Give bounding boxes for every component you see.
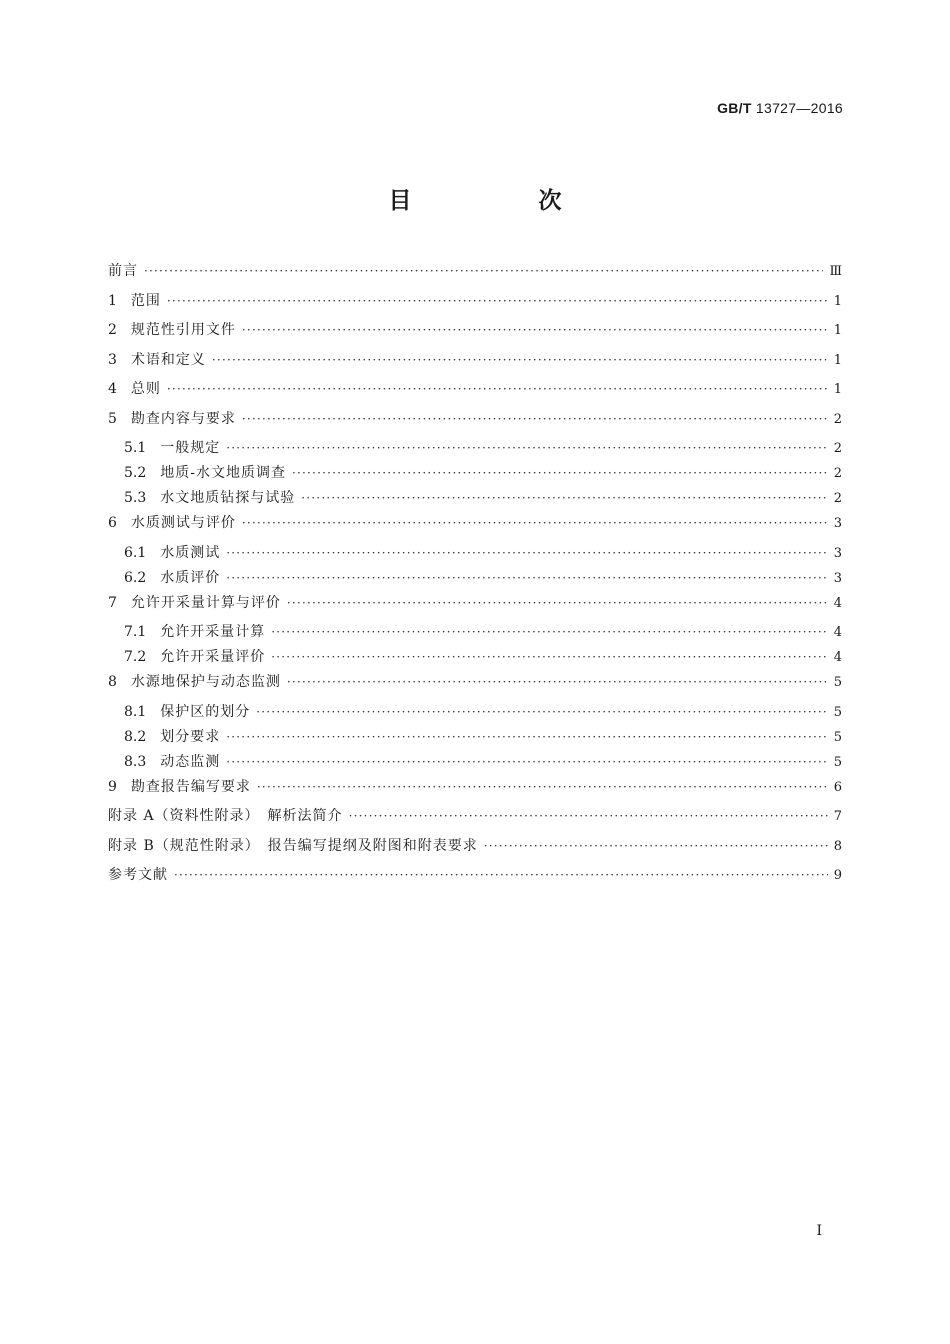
toc-leader-dots [292,463,828,483]
toc-entry-page: 1 [833,352,842,368]
toc-entry-page: Ⅲ [829,264,842,279]
toc-leader-dots [287,672,828,692]
toc-entry-title: 允许开采量计算 [160,624,266,640]
table-of-contents [108,261,842,895]
toc-entry-number: 4 [108,381,117,397]
toc-entry-number: 8.2 [124,728,147,745]
toc-entry-number: 7 [108,594,117,611]
toc-leader-dots [226,752,827,772]
toc-entry[interactable] [108,727,842,752]
toc-leader-dots [174,865,828,885]
toc-entry-title: 规范性引用文件 [130,322,236,338]
toc-entry-label [124,488,295,508]
toc-entry-label [124,702,250,722]
toc-entry-label [124,543,220,563]
toc-entry-number: 2 [108,322,117,338]
toc-entry-title: 动态监测 [160,753,221,770]
toc-entry-title: 地质-水文地质调查 [160,465,286,481]
toc-entry-number: 8 [108,674,117,690]
toc-entry[interactable] [108,438,842,463]
toc-entry[interactable] [108,865,842,895]
toc-entry[interactable] [108,350,842,380]
toc-entry-label [108,409,236,429]
toc-leader-dots [301,488,827,508]
toc-entry-number: 6.2 [124,569,147,586]
toc-leader-dots [226,568,827,588]
toc-entry-number: 5 [108,410,117,427]
toc-entry-label [108,672,281,692]
toc-entry-label [124,568,220,588]
toc-entry-title: 参考文献 [108,867,168,883]
toc-leader-dots [212,350,828,370]
toc-leader-dots [256,702,827,722]
toc-entry-label [108,320,236,340]
toc-entry[interactable] [108,752,842,777]
toc-leader-dots [242,409,828,429]
toc-entry-title: 水质测试 [160,544,221,561]
toc-entry-label [124,438,220,458]
toc-entry-number: 5.1 [124,440,147,456]
toc-entry-title: 范围 [130,292,161,309]
toc-leader-dots [226,438,827,458]
toc-entry-label [108,379,161,399]
toc-entry-title: 术语和定义 [130,351,206,368]
toc-entry-label [108,513,236,533]
standard-code [717,100,843,116]
toc-leader-dots [144,261,823,281]
toc-entry-number: 6.1 [124,544,147,561]
toc-entry-title: 勘查内容与要求 [130,410,236,427]
toc-leader-dots [349,806,828,826]
toc-entry-title: 前言 [108,263,138,279]
toc-entry-number: 5.2 [124,465,147,481]
toc-leader-dots [226,543,827,563]
toc-entry-title: 附录 B（规范性附录） 报告编写提纲及附图和附表要求 [108,837,478,854]
toc-entry-title: 附录 A（资料性附录） 解析法简介 [108,808,343,824]
toc-entry-label [108,593,281,613]
toc-entry-number: 7.1 [124,624,147,640]
toc-entry-title: 水质测试与评价 [130,515,236,531]
toc-entry-page: 5 [833,675,842,690]
toc-entry-page: 5 [833,729,842,745]
toc-entry[interactable] [108,488,842,513]
toc-entry-title: 保护区的划分 [160,703,251,720]
toc-entry-number: 7.2 [124,649,147,665]
toc-entry-page: 5 [833,754,842,770]
toc-entry-page: 4 [833,650,842,665]
toc-entry[interactable] [108,836,842,866]
toc-entry-title: 允许开采量评价 [160,649,266,665]
toc-entry-page: 1 [833,293,842,309]
toc-entry-number: 5.3 [124,490,147,506]
toc-entry-title: 一般规定 [160,440,221,456]
toc-entry-label [124,752,220,772]
toc-entry[interactable] [108,261,842,291]
toc-entry[interactable] [108,320,842,350]
toc-entry-page: 4 [833,595,842,611]
toc-entry-number: 1 [108,292,117,309]
toc-entry[interactable] [108,806,842,836]
toc-entry-number: 8.1 [124,703,147,720]
toc-entry-number: 9 [108,778,117,795]
toc-leader-dots [167,291,828,311]
toc-entry-label [124,727,220,747]
standard-prefix: GB/T [717,100,752,116]
toc-entry[interactable] [108,647,842,672]
toc-entry[interactable] [108,593,842,623]
toc-entry-page: 8 [833,838,842,854]
toc-entry[interactable] [108,622,842,647]
page-number: I [816,1223,822,1239]
toc-entry-page: 6 [833,779,842,795]
toc-entry-page: 1 [833,382,842,397]
toc-entry-page: 2 [833,441,842,456]
toc-entry-title: 划分要求 [160,728,221,745]
toc-entry-page: 3 [833,516,842,531]
standard-number: 13727—2016 [755,100,843,116]
toc-leader-dots [242,513,828,533]
toc-leader-dots [226,727,827,747]
toc-entry-number: 8.3 [124,753,147,770]
toc-entry[interactable] [108,568,842,593]
toc-entry-title: 水源地保护与动态监测 [130,674,281,690]
toc-entry[interactable] [108,777,842,807]
toc-entry[interactable] [108,291,842,321]
toc-entry[interactable] [108,409,842,439]
toc-entry-label [108,836,478,856]
toc-entry[interactable] [108,513,842,543]
toc-entry-label [124,622,265,642]
toc-entry-page: 4 [833,625,842,640]
toc-entry-page: 7 [833,809,842,824]
toc-leader-dots [167,379,828,399]
toc-entry[interactable] [108,702,842,727]
toc-leader-dots [242,320,828,340]
toc-leader-dots [287,593,828,613]
toc-entry[interactable] [108,672,842,702]
toc-entry-page: 3 [833,545,842,561]
toc-entry-page: 2 [833,411,842,427]
toc-leader-dots [484,836,828,856]
toc-entry-page: 3 [833,570,842,586]
toc-entry-label [108,261,138,281]
toc-entry-page: 1 [833,323,842,338]
toc-entry-title: 允许开采量计算与评价 [130,594,281,611]
page-title: 目 次 [388,188,614,214]
toc-entry[interactable] [108,543,842,568]
toc-entry-title: 总则 [130,381,161,397]
toc-entry-title: 勘查报告编写要求 [130,778,251,795]
toc-entry-label [124,647,265,667]
toc-entry-number: 3 [108,351,117,368]
toc-entry-page: 2 [833,466,842,481]
toc-entry-title: 水质评价 [160,569,221,586]
toc-entry-number: 6 [108,515,117,531]
toc-entry[interactable] [108,463,842,488]
toc-entry-label [108,777,251,797]
toc-entry-label [124,463,286,483]
toc-entry-page: 9 [833,868,842,883]
toc-entry[interactable] [108,379,842,409]
toc-entry-label [108,291,161,311]
toc-entry-label [108,350,206,370]
toc-entry-page: 5 [833,704,842,720]
toc-leader-dots [271,647,827,667]
toc-entry-page: 2 [833,491,842,506]
toc-leader-dots [257,777,828,797]
toc-leader-dots [271,622,827,642]
toc-entry-title: 水文地质钻探与试验 [160,490,296,506]
toc-entry-label [108,806,343,826]
toc-entry-label [108,865,168,885]
